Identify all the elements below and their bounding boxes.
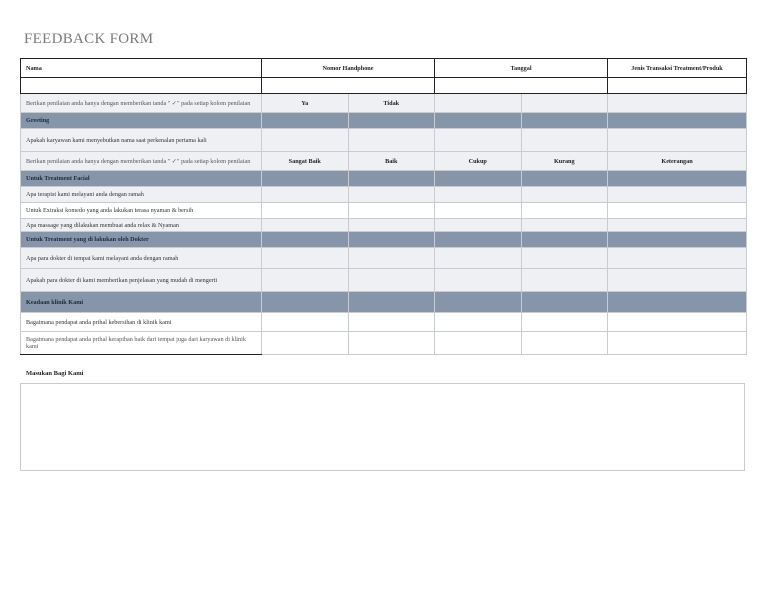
instruction-row-yes-no xyxy=(21,94,747,113)
question-text: Bagaimana pendapat anda prihal kebersihan di klinik kami xyxy=(21,313,262,332)
rating-cell[interactable] xyxy=(262,187,349,203)
rating-cell[interactable] xyxy=(521,219,608,232)
header-nomor-handphone: Nomor Handphone xyxy=(262,59,435,78)
empty-cell xyxy=(608,129,747,152)
keterangan-cell[interactable] xyxy=(608,219,747,232)
notes-label: Masukan Bagi Kami xyxy=(26,370,84,377)
question-row xyxy=(21,203,747,219)
keterangan-cell[interactable] xyxy=(608,187,747,203)
rating-cell[interactable] xyxy=(262,332,349,355)
section-title: Untuk Treatment yang di lakukan oleh Dokter xyxy=(21,232,262,248)
answer-cell[interactable] xyxy=(348,129,435,152)
col-ya: Ya xyxy=(262,94,349,113)
rating-cell[interactable] xyxy=(262,269,349,292)
rating-cell[interactable] xyxy=(435,248,522,269)
col-keterangan: Keterangan xyxy=(608,152,747,171)
rating-cell[interactable] xyxy=(348,332,435,355)
question-text: Bagaimana pendapat anda prihal kerapihan baik dari tempat juga dari karyawan di klinik kami xyxy=(21,332,262,355)
header-nama: Nama xyxy=(21,59,262,78)
rating-cell[interactable] xyxy=(521,313,608,332)
empty-cell xyxy=(608,94,747,113)
nomor-handphone-field[interactable] xyxy=(262,78,435,94)
keterangan-cell[interactable] xyxy=(608,313,747,332)
question-text: Apa para dokter di tempat kami melayani anda dengan ramah xyxy=(21,248,262,269)
rating-cell[interactable] xyxy=(262,248,349,269)
question-text: Apakah karyawan kami menyebutkan nama saat perkenalan pertama kali xyxy=(21,129,262,152)
nama-field[interactable] xyxy=(21,78,262,94)
section-facial xyxy=(21,171,747,187)
rating-cell[interactable] xyxy=(348,203,435,219)
section-title: Untuk Treatment Facial xyxy=(21,171,262,187)
question-row xyxy=(21,269,747,292)
keterangan-cell[interactable] xyxy=(608,269,747,292)
rating-cell[interactable] xyxy=(435,187,522,203)
question-row xyxy=(21,129,747,152)
header-row xyxy=(21,59,747,78)
jenis-transaksi-field[interactable] xyxy=(608,78,747,94)
section-title: Keadaan klinik Kami xyxy=(21,292,262,313)
rating-cell[interactable] xyxy=(348,313,435,332)
empty-cell xyxy=(435,129,522,152)
rating-cell[interactable] xyxy=(435,332,522,355)
col-sangat-baik: Sangat Baik xyxy=(262,152,349,171)
section-dokter xyxy=(21,232,747,248)
question-row xyxy=(21,313,747,332)
keterangan-cell[interactable] xyxy=(608,332,747,355)
rating-cell[interactable] xyxy=(521,332,608,355)
empty-cell xyxy=(521,94,608,113)
question-row xyxy=(21,187,747,203)
header-tanggal: Tanggal xyxy=(435,59,608,78)
rating-cell[interactable] xyxy=(262,313,349,332)
question-row xyxy=(21,219,747,232)
question-text: Apa terapist kami melayani anda dengan ramah xyxy=(21,187,262,203)
rating-cell[interactable] xyxy=(262,203,349,219)
rating-cell[interactable] xyxy=(262,219,349,232)
rating-cell[interactable] xyxy=(348,219,435,232)
section-klinik xyxy=(21,292,747,313)
rating-cell[interactable] xyxy=(435,219,522,232)
rating-cell[interactable] xyxy=(348,269,435,292)
tanggal-field[interactable] xyxy=(435,78,608,94)
question-text: Apakah para dokter di kami memberikan penjelasan yang mudah di mengerti xyxy=(21,269,262,292)
rating-cell[interactable] xyxy=(521,248,608,269)
rating-cell[interactable] xyxy=(348,187,435,203)
empty-cell xyxy=(521,129,608,152)
rating-cell[interactable] xyxy=(435,313,522,332)
question-row xyxy=(21,248,747,269)
rating-cell[interactable] xyxy=(348,248,435,269)
keterangan-cell[interactable] xyxy=(608,248,747,269)
notes-textarea[interactable] xyxy=(20,383,745,471)
question-row xyxy=(21,332,747,355)
section-title: Greeting xyxy=(21,113,262,129)
question-text: Apa massage yang dilakukan membuat anda relax & Nyaman xyxy=(21,219,262,232)
answer-cell[interactable] xyxy=(262,129,349,152)
input-row xyxy=(21,78,747,94)
question-text: Untuk Extraksi komedo yang anda lakukan terasa nyaman & bersih xyxy=(21,203,262,219)
header-jenis-transaksi: Jenis Transaksi Treatment/Produk xyxy=(608,59,747,78)
col-tidak: Tidak xyxy=(348,94,435,113)
instruction-text: Berikan penilaian anda hanya dengan memberikan tanda " ✓" pada setiap kolom penilaian xyxy=(21,152,262,171)
rating-cell[interactable] xyxy=(521,203,608,219)
instruction-text: Berikan penilaian anda hanya dengan memberikan tanda " ✓" pada setiap kolom penilaian xyxy=(21,94,262,113)
instruction-row-rating xyxy=(21,152,747,171)
col-kurang: Kurang xyxy=(521,152,608,171)
col-cukup: Cukup xyxy=(435,152,522,171)
col-baik: Baik xyxy=(348,152,435,171)
rating-cell[interactable] xyxy=(435,203,522,219)
section-greeting xyxy=(21,113,747,129)
empty-cell xyxy=(435,94,522,113)
rating-cell[interactable] xyxy=(435,269,522,292)
page-title: FEEDBACK FORM xyxy=(24,31,154,47)
keterangan-cell[interactable] xyxy=(608,203,747,219)
rating-cell[interactable] xyxy=(521,269,608,292)
rating-cell[interactable] xyxy=(521,187,608,203)
feedback-table xyxy=(20,58,747,355)
